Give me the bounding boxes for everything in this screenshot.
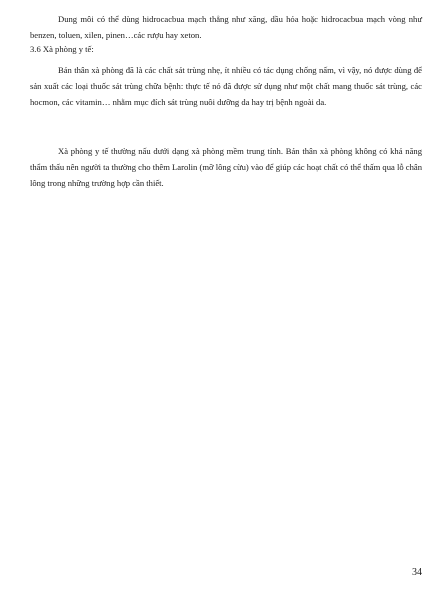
paragraph-solvents: Dung môi có thể dùng hidrocacbua mạch thẳng như xăng, dầu hỏa hoặc hidrocacbua mạch vòng như benzen, toluen, xilen, pinen…các rượu hay xeton.: [30, 14, 422, 40]
page-number: 34: [412, 567, 422, 578]
paragraph-medical-soap-production: Xà phòng y tế thường nấu dưới dạng xà phòng mềm trung tính. Bản thân xà phòng không có khả năng thẩm thấu nên người ta thường cho thêm Larolin (mỡ lông cừu) vào để giúp các hoạt chất có thể thấm qua lỗ chân lông trong những trường hợp cần thiết.: [30, 146, 423, 188]
paragraph-medical-soap-intro: Bản thân xà phòng đã là các chất sát trùng nhẹ, ít nhiều có tác dụng chống nấm, vì vậy, nó được dùng để sản xuất các loại thuốc sát trùng chữa bệnh: thực tế nó đã được sử dụng như một chất mang thuốc sát trùng, các hocmon, các vitamin… nhằm mục đích sát trùng nuôi dưỡng da hay trị bệnh ngoài da.: [30, 65, 422, 107]
section-heading: 3.6 Xà phòng y tế:: [30, 44, 94, 54]
